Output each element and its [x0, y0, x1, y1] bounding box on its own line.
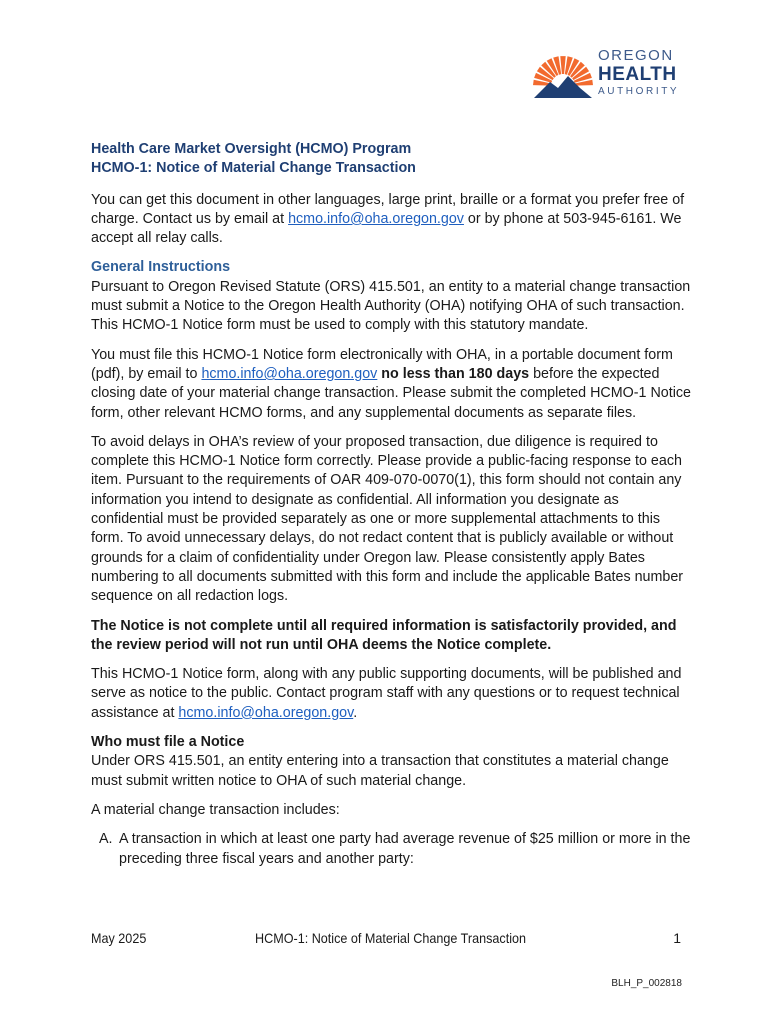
general-paragraph-5 [91, 665, 691, 723]
completeness-notice: The Notice is not complete until all required information is satisfactorily provided, and the review period will not run until OHA deems the Notice complete. [91, 617, 677, 653]
page-number: 1 [673, 930, 681, 946]
general-paragraph-1: Pursuant to Oregon Revised Statute (ORS) 415.501, an entity to a material change transaction must submit a Notice to the Oregon Health Authority (OHA) notifying OHA of such transaction. This HCMO-1 Notice form must be used to comply with this statutory mandate. [91, 278, 691, 334]
list-item [99, 830, 691, 869]
oha-logo [532, 46, 692, 102]
general-paragraph-2 [91, 346, 691, 423]
list-item-text: A transaction in which at least one party had average revenue of $25 million or more in the preceding three fiscal years and another party: [119, 831, 691, 867]
who-must-file-heading: Who must file a Notice [91, 734, 245, 751]
email-link[interactable]: hcmo.info@oha.oregon.gov [201, 365, 378, 382]
general-p2-text-b: before the expected closing date of your material change transaction. Please submit the completed HCMO-1 Notice form, other relevant HCMO forms, and any supplemental documents as separate files. [91, 365, 691, 421]
footer-title: HCMO-1: Notice of Material Change Transaction [255, 930, 527, 946]
who-paragraph-2: A material change transaction includes: [91, 801, 340, 818]
general-instructions-heading: General Instructions [91, 259, 231, 276]
program-title: Health Care Market Oversight (HCMO) Program [91, 141, 412, 157]
form-title: HCMO-1: Notice of Material Change Transaction [91, 160, 416, 177]
bates-number: BLH_P_002818 [611, 978, 682, 989]
general-paragraph-3: To avoid delays in OHA’s review of your proposed transaction, due diligence is required to complete this HCMO-1 Notice form correctly. Please provide a public-facing response to each item. Pursuant to the requirements of OAR 409-070-0070(1), this form should not contain any information you intend to designate as confidential. All information you designate as confidential must be provided separately as one or more supplemental attachments to this form. To avoid unnecessary delays, do not redact content that is publicly available or without grounds for a claim of confidentiality under Oregon law. Please consistently apply Bates numbering to all documents submitted with this form and include the applicable Bates number sequence on all redaction logs. [91, 433, 684, 605]
logo-line-oregon: OREGON [598, 47, 674, 64]
logo-line-health: HEALTH [598, 64, 677, 85]
sunburst-mountain-icon [532, 46, 594, 102]
deadline-emphasis: no less than 180 days [377, 365, 530, 382]
general-p5-text-a: This HCMO-1 Notice form, along with any public supporting documents, will be published and serve as notice to the public. Contact program staff with any questions or to request technical assistance at [91, 666, 682, 721]
logo-wordmark [598, 48, 679, 97]
logo-line-authority: AUTHORITY [598, 86, 680, 97]
footer-date: May 2025 [91, 930, 147, 946]
intro-text-1: You can get this document in other languages, large print, braille or a format you prefer free of charge. Contact us by email at [91, 191, 685, 227]
document-body [91, 140, 691, 869]
intro-text-2: or by phone at 503-945-6161. We accept all relay calls. [91, 210, 682, 247]
general-p2-text-a: You must file this HCMO-1 Notice form electronically with OHA, in a portable document form (pdf), by email to [91, 346, 673, 382]
email-link[interactable]: hcmo.info@oha.oregon.gov [288, 210, 464, 227]
general-p5-text-b: . [353, 704, 358, 721]
accessibility-paragraph [91, 191, 691, 249]
who-paragraph-1: Under ORS 415.501, an entity entering into a transaction that constitutes a material change must submit written notice to OHA of such material change. [91, 753, 669, 789]
email-link[interactable]: hcmo.info@oha.oregon.gov [178, 704, 354, 721]
sun-ray-icon [560, 56, 565, 74]
list-marker: A. [99, 831, 113, 848]
